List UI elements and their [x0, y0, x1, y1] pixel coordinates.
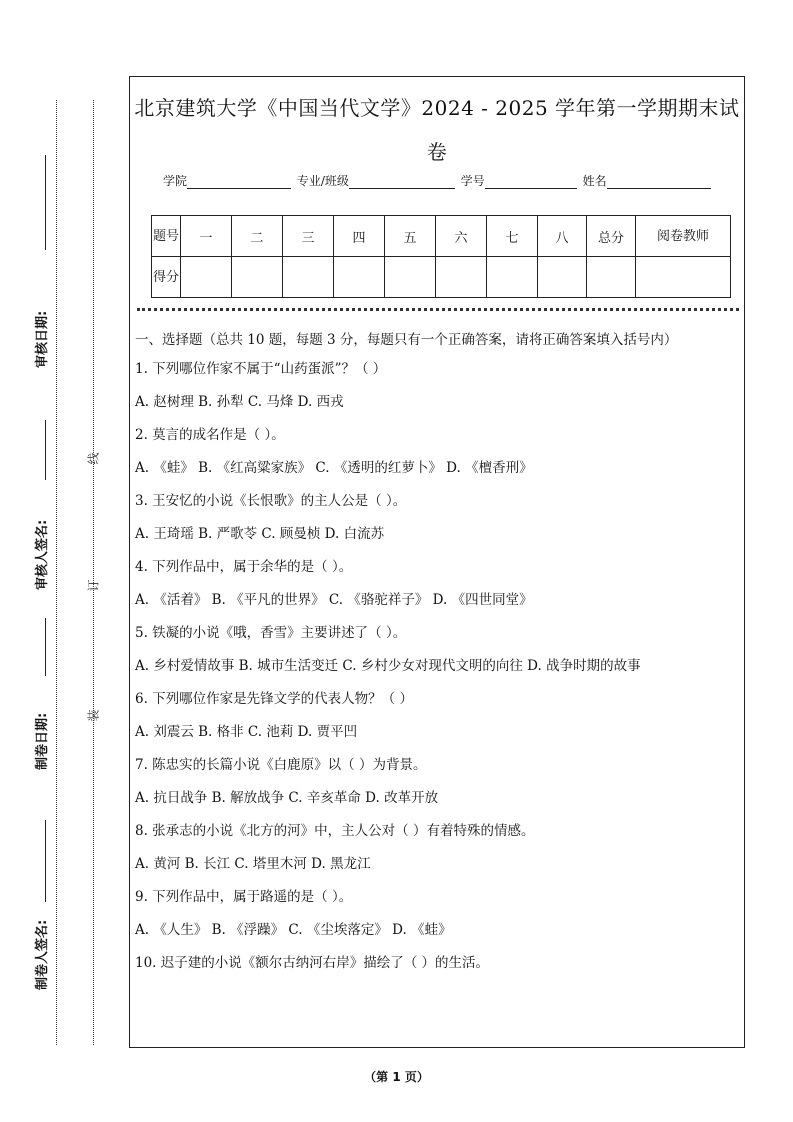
reviewer-sign-label: 审核人签名: — [35, 519, 50, 590]
title-line-1: 北京建筑大学《中国当代文学》2024 - 2025 学年第一学期期末试 — [134, 96, 740, 120]
col-4: 四 — [334, 216, 385, 257]
question: 10. 迟子建的小说《额尔古纳河右岸》描绘了（ ）的生活。 — [135, 955, 490, 971]
question-options: A. 《人生》 B. 《浮躁》 C. 《尘埃落定》 D. 《蛙》 — [135, 922, 452, 938]
question: 9. 下列作品中，属于路遥的是（ ）。 — [135, 889, 353, 905]
col-2: 二 — [232, 216, 283, 257]
question: 8. 张承志的小说《北方的河》中，主人公对（ ）有着特殊的情感。 — [135, 823, 535, 839]
page-title — [131, 86, 743, 174]
col-grader: 阅卷教师 — [636, 216, 731, 257]
col-3: 三 — [283, 216, 334, 257]
score-table-score-row — [152, 257, 731, 298]
col-1: 一 — [181, 216, 232, 257]
title-line-2: 卷 — [426, 140, 448, 164]
col-5: 五 — [385, 216, 436, 257]
score-cell[interactable] — [334, 257, 385, 298]
score-cell[interactable] — [181, 257, 232, 298]
college-label: 学院 — [163, 174, 188, 188]
score-cell[interactable] — [436, 257, 487, 298]
score-label-cell: 得分 — [152, 257, 181, 298]
major-blank[interactable] — [349, 176, 455, 189]
maker-sign-label: 制卷人签名: — [35, 919, 50, 990]
name-blank[interactable] — [607, 176, 711, 189]
college-blank[interactable] — [187, 176, 291, 189]
score-cell[interactable] — [636, 257, 731, 298]
name-label: 姓名 — [582, 174, 607, 188]
signature-line-make-date — [45, 618, 46, 676]
score-cell[interactable] — [385, 257, 436, 298]
question: 3. 王安忆的小说《长恨歌》的主人公是（ ）。 — [135, 493, 407, 509]
col-8: 八 — [538, 216, 587, 257]
student-info-row — [163, 172, 713, 189]
question-options: A. 《蛙》 B. 《红高粱家族》 C. 《透明的红萝卜》 D. 《檀香刑》 — [135, 460, 533, 476]
question: 4. 下列作品中，属于余华的是（ ）。 — [135, 559, 353, 575]
col-total: 总分 — [587, 216, 636, 257]
question: 7. 陈忠实的长篇小说《白鹿原》以（ ）为背景。 — [135, 757, 427, 773]
dotted-separator — [137, 308, 739, 311]
question-options: A. 乡村爱情故事 B. 城市生活变迁 C. 乡村少女对现代文明的向往 D. 战争时期的故事 — [135, 658, 641, 674]
signature-line-reviewer — [45, 420, 46, 480]
score-cell[interactable] — [587, 257, 636, 298]
question-options: A. 抗日战争 B. 解放战争 C. 辛亥革命 D. 改革开放 — [135, 790, 439, 806]
binding-char-ding: 订 — [86, 579, 101, 592]
question: 6. 下列哪位作家是先锋文学的代表人物？（ ） — [135, 691, 413, 707]
binding-char-line: 线 — [86, 452, 101, 465]
header-label-cell: 题号 — [152, 216, 181, 257]
col-7: 七 — [487, 216, 538, 257]
signature-line-maker — [45, 820, 46, 902]
question: 2. 莫言的成名作是（ ）。 — [135, 427, 285, 443]
section-heading: 一、选择题（总共 10 题，每题 3 分，每题只有一个正确答案，请将正确答案填入括号内） — [135, 332, 678, 348]
question: 1. 下列哪位作家不属于“山药蛋派”？（ ） — [135, 361, 387, 377]
question-options: A. 《活着》 B. 《平凡的世界》 C. 《骆驼祥子》 D. 《四世同堂》 — [135, 592, 533, 608]
score-table-header-row — [152, 216, 731, 257]
student-id-blank[interactable] — [485, 176, 577, 189]
score-cell[interactable] — [538, 257, 587, 298]
question-content — [135, 330, 741, 986]
question-options: A. 黄河 B. 长江 C. 塔里木河 D. 黑龙江 — [135, 856, 371, 872]
question-options: A. 赵树理 B. 孙犁 C. 马烽 D. 西戎 — [135, 394, 344, 410]
student-id-label: 学号 — [460, 174, 485, 188]
major-label: 专业/班级 — [296, 174, 349, 188]
binding-dotted-line-outer — [56, 100, 57, 1045]
score-cell[interactable] — [283, 257, 334, 298]
score-cell[interactable] — [232, 257, 283, 298]
question-options: A. 刘震云 B. 格非 C. 池莉 D. 贾平凹 — [135, 724, 358, 740]
binding-char-zhuang: 装 — [86, 709, 101, 722]
review-date-label: 审核日期: — [35, 310, 50, 368]
question: 5. 铁凝的小说《哦，香雪》主要讲述了（ ）。 — [135, 625, 407, 641]
binding-dotted-line-inner — [93, 100, 94, 1045]
col-6: 六 — [436, 216, 487, 257]
page-footer: （第 1 页） — [364, 1070, 429, 1084]
question-options: A. 王琦瑶 B. 严歌苓 C. 顾曼桢 D. 白流苏 — [135, 526, 385, 542]
signature-line-review-date — [45, 155, 46, 250]
make-date-label: 制卷日期: — [35, 712, 50, 770]
score-table — [151, 215, 731, 298]
score-cell[interactable] — [487, 257, 538, 298]
